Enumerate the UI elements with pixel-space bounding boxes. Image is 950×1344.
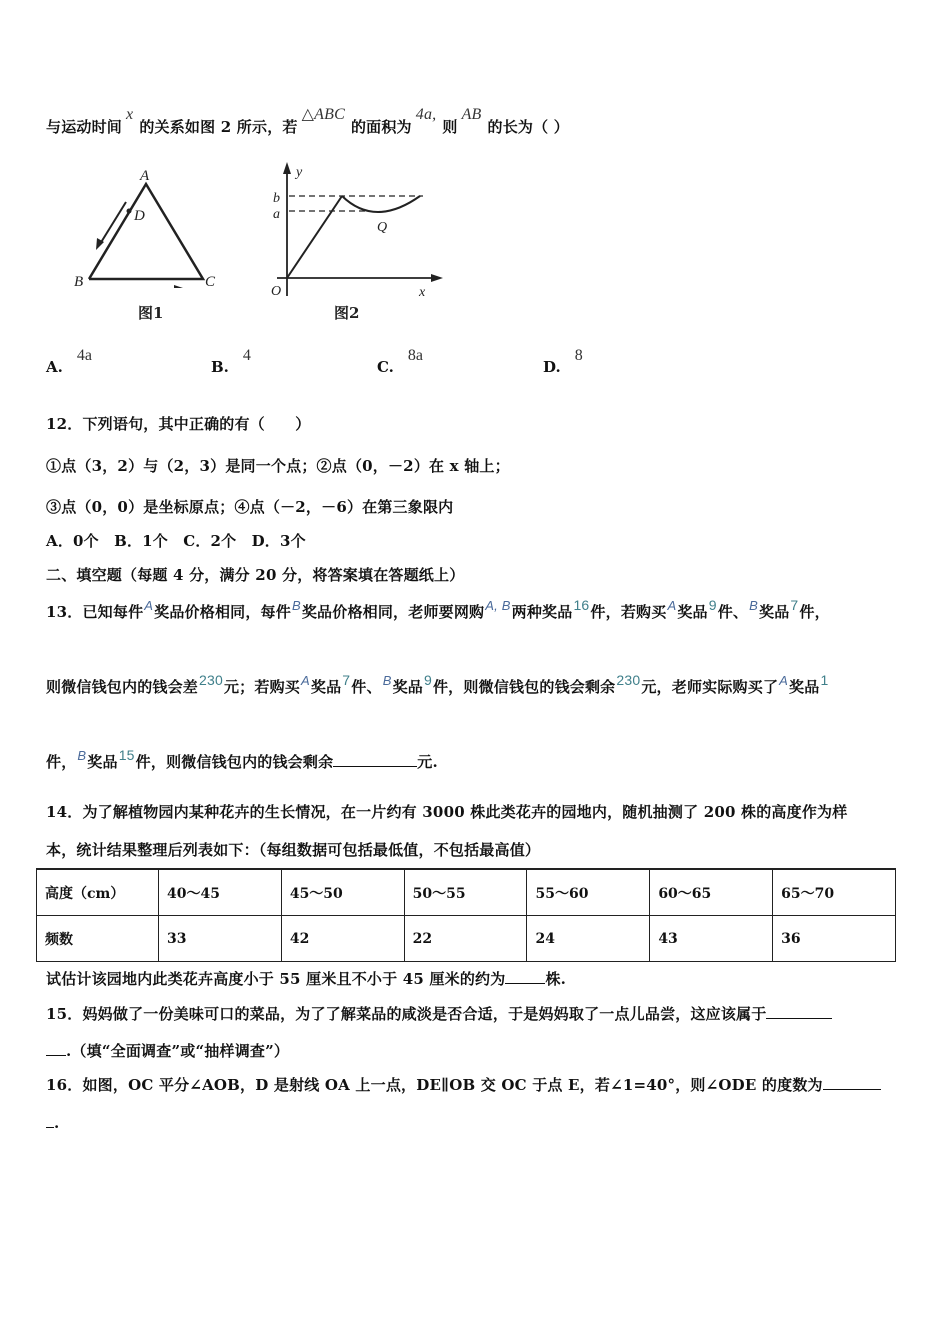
table-cell: 55～60	[527, 869, 650, 916]
q13-line-2	[46, 672, 829, 697]
answer-blank-continued[interactable]	[46, 1113, 54, 1128]
label-q: Q	[377, 220, 388, 235]
q12-options: A．0个 B．1个 C．2个 D．3个	[46, 532, 306, 550]
text: 元.	[417, 753, 438, 771]
label-c: C	[205, 274, 216, 288]
math-x: x	[126, 106, 134, 123]
text: 试估计该园地内此类花卉高度小于 55 厘米且不小于 45 厘米的约为	[46, 970, 506, 988]
text: 奖品	[310, 678, 342, 696]
text: 16．如图，OC 平分∠AOB，D 是射线 OA 上一点，DE∥OB 交 OC 于点 E，若∠1=40°，则∠ODE 的度数为	[46, 1076, 823, 1094]
table-cell: 60～65	[650, 869, 773, 916]
q13-line-1	[46, 597, 830, 622]
label-a: a	[273, 207, 280, 222]
label-o: O	[271, 284, 282, 298]
label-b: B	[74, 274, 84, 288]
answer-blank[interactable]	[823, 1075, 881, 1090]
table-cell: 50～55	[404, 869, 527, 916]
table-cell: 22	[404, 916, 527, 962]
q12-statements-2: ③点（0，0）是坐标原点；④点（－2，－6）在第三象限内	[46, 498, 454, 516]
function-graph	[265, 158, 450, 298]
figure-2-caption: 图2	[334, 304, 360, 322]
figure-2-graph	[265, 158, 450, 302]
table-cell: 65～70	[773, 869, 896, 916]
option-letter: B.	[211, 358, 229, 376]
text: 件、	[351, 678, 382, 696]
table-cell: 33	[159, 916, 282, 962]
math-triangle-abc: △ABC	[301, 106, 345, 123]
text: 奖品	[392, 678, 423, 696]
text: 则	[442, 118, 458, 136]
text: 奖品	[789, 678, 820, 696]
text: 元，老师实际购买了	[641, 678, 779, 696]
math-b: B	[382, 673, 392, 688]
text: 件，则微信钱包的钱会剩余	[432, 678, 616, 696]
q11-stem	[46, 106, 569, 137]
option-value: 4	[242, 347, 251, 364]
text: 株.	[545, 970, 567, 988]
math-1: 1	[820, 672, 829, 688]
option-letter: C.	[377, 358, 394, 376]
table-cell: 频数	[37, 916, 159, 962]
text: 13．已知每件	[46, 603, 144, 621]
text: 奖品	[87, 753, 118, 771]
text: .（填“全面调查”或“抽样调查”）	[66, 1042, 290, 1060]
q16-line-1	[46, 1074, 881, 1095]
math-16: 16	[573, 597, 590, 613]
q16-line-2	[46, 1113, 59, 1132]
text: 奖品价格相同，老师要网购	[301, 603, 485, 621]
math-15: 15	[118, 747, 135, 763]
table-cell: 43	[650, 916, 773, 962]
text: 件，若购买	[590, 603, 667, 621]
label-b: b	[273, 191, 280, 206]
table-cell: 24	[527, 916, 650, 962]
frequency-table	[36, 868, 896, 962]
answer-blank[interactable]	[505, 969, 545, 984]
math-a-b: A, B	[485, 598, 511, 613]
option-letter: A.	[46, 358, 63, 376]
math-230: 230	[616, 672, 641, 688]
table-header-row	[37, 869, 896, 916]
option-value: 4a	[76, 347, 92, 364]
text: 的关系如图 2 所示，若	[139, 118, 298, 136]
q14-question	[46, 968, 566, 989]
table-row	[37, 916, 896, 962]
math-7: 7	[342, 672, 351, 688]
text: 件、	[717, 603, 749, 621]
text: 奖品	[759, 603, 790, 621]
text: 元；若购买	[223, 678, 300, 696]
answer-blank[interactable]	[333, 752, 417, 767]
option-value: 8a	[407, 347, 424, 364]
math-4a: 4a,	[415, 106, 437, 123]
table-cell: 42	[281, 916, 404, 962]
math-ab: AB	[461, 106, 482, 123]
text: 两种奖品	[511, 603, 573, 621]
label-a: A	[140, 168, 150, 184]
math-9: 9	[708, 597, 717, 613]
math-a: A	[779, 673, 789, 688]
text: 件，	[46, 753, 77, 771]
table-cell: 高度（cm）	[37, 869, 159, 916]
label-y: y	[296, 165, 303, 180]
text: 件，	[799, 603, 830, 621]
q15-line-1	[46, 1003, 832, 1024]
answer-blank[interactable]	[766, 1004, 832, 1019]
table-cell: 45～50	[281, 869, 404, 916]
math-b: B	[749, 598, 758, 613]
text: 奖品价格相同，每件	[154, 603, 291, 621]
triangle-diagram	[68, 158, 238, 288]
q12-stem: 12．下列语句，其中正确的有（ ）	[46, 415, 311, 433]
table-cell: 40～45	[159, 869, 282, 916]
text: 15．妈妈做了一份美味可口的菜品，为了了解菜品的咸淡是否合适，于是妈妈取了一点儿品尝，这应该属于	[46, 1005, 767, 1023]
math-7: 7	[790, 597, 799, 613]
option-a	[46, 347, 92, 377]
math-a: A	[667, 598, 677, 613]
math-a: A	[301, 673, 310, 688]
q13-line-3	[46, 747, 438, 772]
option-d	[543, 347, 583, 377]
figure-1-caption: 图1	[138, 304, 164, 322]
label-d: D	[134, 208, 145, 224]
option-b	[211, 347, 251, 377]
text: 的面积为	[350, 118, 412, 136]
math-b: B	[291, 598, 301, 613]
q15-line-2	[46, 1040, 289, 1061]
answer-blank-continued[interactable]	[46, 1041, 66, 1056]
figure-1-triangle	[68, 158, 238, 292]
text: 件，则微信钱包内的钱会剩余	[135, 753, 334, 771]
q12-statements-1: ①点（3，2）与（2，3）是同一个点；②点（0，－2）在 x 轴上；	[46, 457, 510, 475]
math-b: B	[77, 748, 87, 763]
option-letter: D.	[543, 358, 561, 376]
table-cell: 36	[773, 916, 896, 962]
option-c	[377, 347, 424, 377]
math-9: 9	[423, 672, 432, 688]
option-value: 8	[574, 347, 583, 364]
text: 奖品	[677, 603, 708, 621]
math-a: A	[144, 598, 154, 613]
text: 的长为（ ）	[487, 118, 569, 136]
q14-line-1: 14．为了解植物园内某种花卉的生长情况，在一片约有 3000 株此类花卉的园地内，随机抽测了 200 株的高度作为样	[46, 803, 848, 821]
label-x: x	[419, 285, 426, 298]
q14-line-2: 本，统计结果整理后列表如下：（每组数据可包括最低值，不包括最高值）	[46, 841, 541, 859]
text: .	[54, 1114, 60, 1132]
section-heading-fill-in: 二、填空题（每题 4 分，满分 20 分，将答案填在答题纸上）	[46, 566, 465, 584]
text: 则微信钱包内的钱会差	[46, 678, 199, 696]
text: 与运动时间	[46, 118, 123, 136]
math-230: 230	[199, 672, 223, 688]
